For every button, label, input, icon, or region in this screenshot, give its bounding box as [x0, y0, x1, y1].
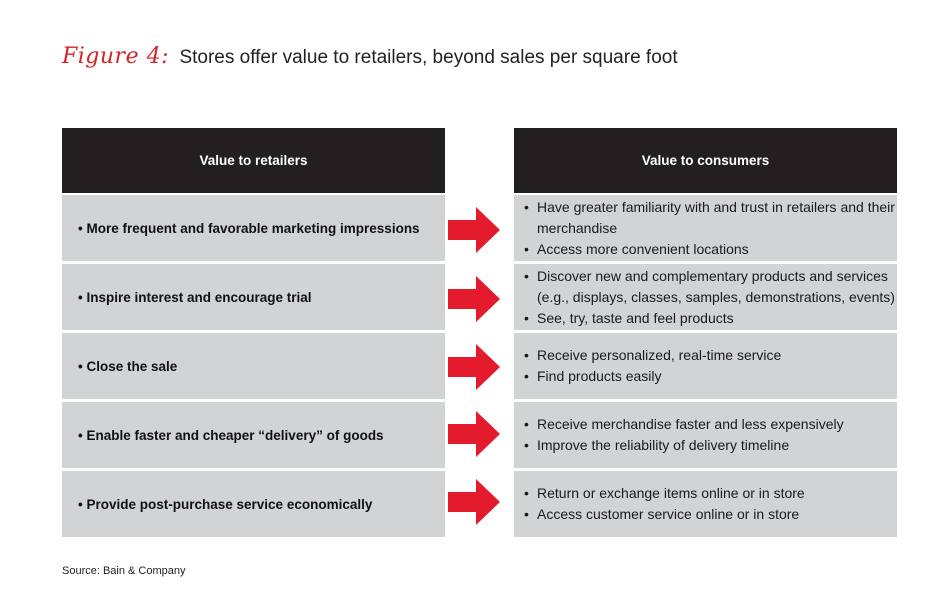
- retailer-row: [62, 333, 445, 399]
- consumer-item: • Find products easily: [524, 366, 781, 387]
- retailer-item: • Close the sale: [78, 359, 177, 374]
- consumer-item: • Return or exchange items online or in store: [524, 483, 805, 504]
- consumer-row: [514, 471, 897, 537]
- retailer-item: • More frequent and favorable marketing impressions: [78, 221, 420, 236]
- retailer-row: [62, 195, 445, 261]
- figure-title-text: Stores offer value to retailers, beyond sales per square foot: [179, 47, 678, 68]
- consumer-item: • Access customer service online or in store: [524, 504, 805, 525]
- consumer-item: • Discover new and complementary products and services (e.g., displays, classes, samples, demonstrations, events): [524, 266, 897, 308]
- retailer-row: [62, 402, 445, 468]
- retailers-header: Value to retailers: [62, 128, 445, 193]
- retailer-row: [62, 471, 445, 537]
- consumer-row: [514, 333, 897, 399]
- consumer-item: • Improve the reliability of delivery timeline: [524, 435, 844, 456]
- consumers-column: [514, 128, 897, 537]
- right-arrow-icon: [448, 344, 500, 390]
- consumer-item: • See, try, taste and feel products: [524, 308, 897, 329]
- retailer-row: [62, 264, 445, 330]
- retailer-item: • Enable faster and cheaper “delivery” of goods: [78, 428, 384, 443]
- retailer-item: • Provide post-purchase service economically: [78, 497, 372, 512]
- consumers-header: Value to consumers: [514, 128, 897, 193]
- right-arrow-icon: [448, 207, 500, 253]
- consumer-row: [514, 402, 897, 468]
- source-note: Source: Bain & Company: [62, 565, 186, 577]
- figure-label: Figure 4:: [62, 44, 169, 69]
- consumer-row: [514, 195, 897, 261]
- consumer-row: [514, 264, 897, 330]
- consumer-item: • Have greater familiarity with and trust in retailers and their merchandise: [524, 197, 897, 239]
- consumer-item: • Receive personalized, real-time service: [524, 345, 781, 366]
- retailer-item: • Inspire interest and encourage trial: [78, 290, 312, 305]
- figure-title: [62, 44, 678, 69]
- retailers-column: [62, 128, 445, 537]
- consumer-item: • Access more convenient locations: [524, 239, 897, 260]
- consumer-item: • Receive merchandise faster and less expensively: [524, 414, 844, 435]
- right-arrow-icon: [448, 479, 500, 525]
- right-arrow-icon: [448, 276, 500, 322]
- right-arrow-icon: [448, 411, 500, 457]
